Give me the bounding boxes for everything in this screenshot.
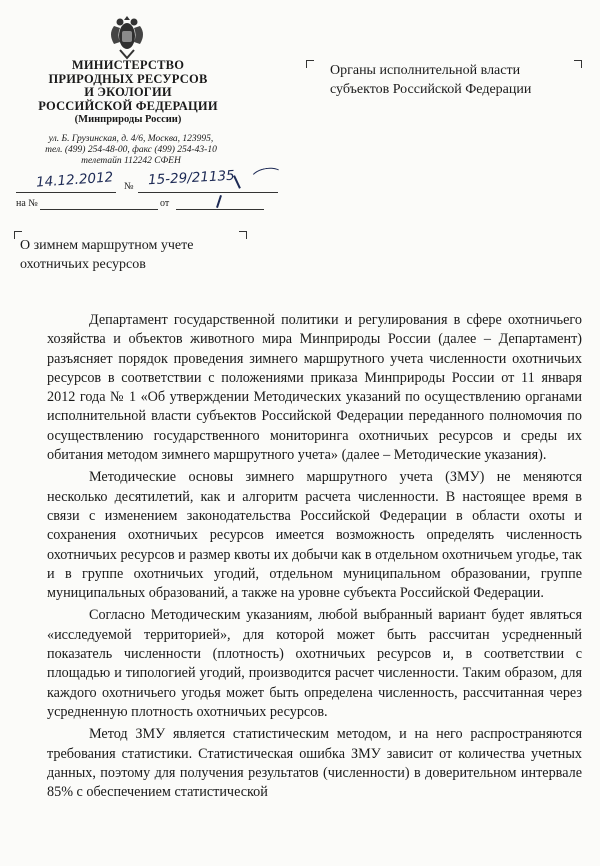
subject-block xyxy=(20,236,250,274)
reference-line xyxy=(16,198,276,212)
ministry-short-name: (Минприроды России) xyxy=(74,114,182,125)
body-paragraph: Метод ЗМУ является статистическим методом, и на него распространяются требования статистики. Статистическая ошибка ЗМУ зависит от количества учетных данных, поэтому для получения результатов (численности) в доверительном интервале 85% с обеспечением статистической xyxy=(47,726,582,801)
ministry-name xyxy=(16,59,240,113)
subject-line: О зимнем маршрутном учете xyxy=(20,238,194,253)
body-paragraph: Согласно Методическим указаниям, любой выбранный вариант будет являться «исследуемой территорией», для которой может быть рассчитан усредненный показатель численности (плотность) охотничьих ресурсов и, в соответствии с площадью и типологией угодий, производится расчет численности. Таким образом, для каждого охотничьего угодья может быть определена численность, рассчитанная через усредненную плотность охотничьих ресурсов. xyxy=(47,607,582,720)
ministry-name-line: МИНИСТЕРСТВО xyxy=(71,58,185,72)
ministry-name-line: РОССИЙСКОЙ ФЕДЕРАЦИИ xyxy=(38,98,218,113)
contact-line: тел. (499) 254-48-00, факс (499) 254-43-10 xyxy=(45,145,217,156)
subject-line: охотничьих ресурсов xyxy=(20,257,146,272)
body-paragraph: Департамент государственной политики и регулирования в сфере охотничьего хозяйства и объектов животного мира Минприроды России (далее – Департамент) разъясняет порядок проведения зимнего маршрутного учета численности охотничьих ресурсов в соответствии с положениями приказа Минприроды России от 11 января 2012 года № 1 «Об утверждении Методических указаний по осуществлению органами исполнительной власти субъектов Российской Федерации переданного полномочия по осуществлению государственного мониторинга охотничьих ресурсов и среды их обитания методом зимнего маршрутного учета» (далее – Методические указания). xyxy=(47,312,582,464)
addressee-line: субъектов Российской Федерации xyxy=(330,82,532,97)
ministry-contacts xyxy=(16,134,246,168)
letter-body xyxy=(47,311,582,805)
addressee-corner-left xyxy=(306,60,314,68)
reference-label: на № xyxy=(16,198,38,209)
addressee-line: Органы исполнительной власти xyxy=(330,63,521,78)
registration-number: 15-29/21135 xyxy=(147,167,236,189)
ministry-name-line: ПРИРОДНЫХ РЕСУРСОВ xyxy=(48,71,208,86)
ministry-name-line: И ЭКОЛОГИИ xyxy=(84,85,172,99)
russian-coat-of-arms-icon xyxy=(106,12,148,60)
addressee-block xyxy=(330,61,580,99)
registration-number-label: № xyxy=(124,181,134,192)
contact-line: телетайп 112242 СФЕН xyxy=(81,156,181,167)
registration-date: 14.12.2012 xyxy=(35,169,114,191)
body-paragraph: Методические основы зимнего маршрутного учета (ЗМУ) не меняются несколько десятилетий, как и алгоритм расчета численности. В настоящее время в связи с изменением законодательства Российской Федерации в области охоты и сохранения охотничьих ресурсов имеется возможность определять численность охотничьих ресурсов и размер квоты их добычи как в отдельном охотничьем угодье, так и в группе охотничьих угодий, отдельном муниципальном образовании, группе муниципальных образований, а также на уровне субъекта Российской Федерации. xyxy=(47,469,582,602)
contact-line: ул. Б. Грузинская, д. 4/6, Москва, 123995, xyxy=(48,134,214,144)
reference-from-label: от xyxy=(160,198,170,209)
